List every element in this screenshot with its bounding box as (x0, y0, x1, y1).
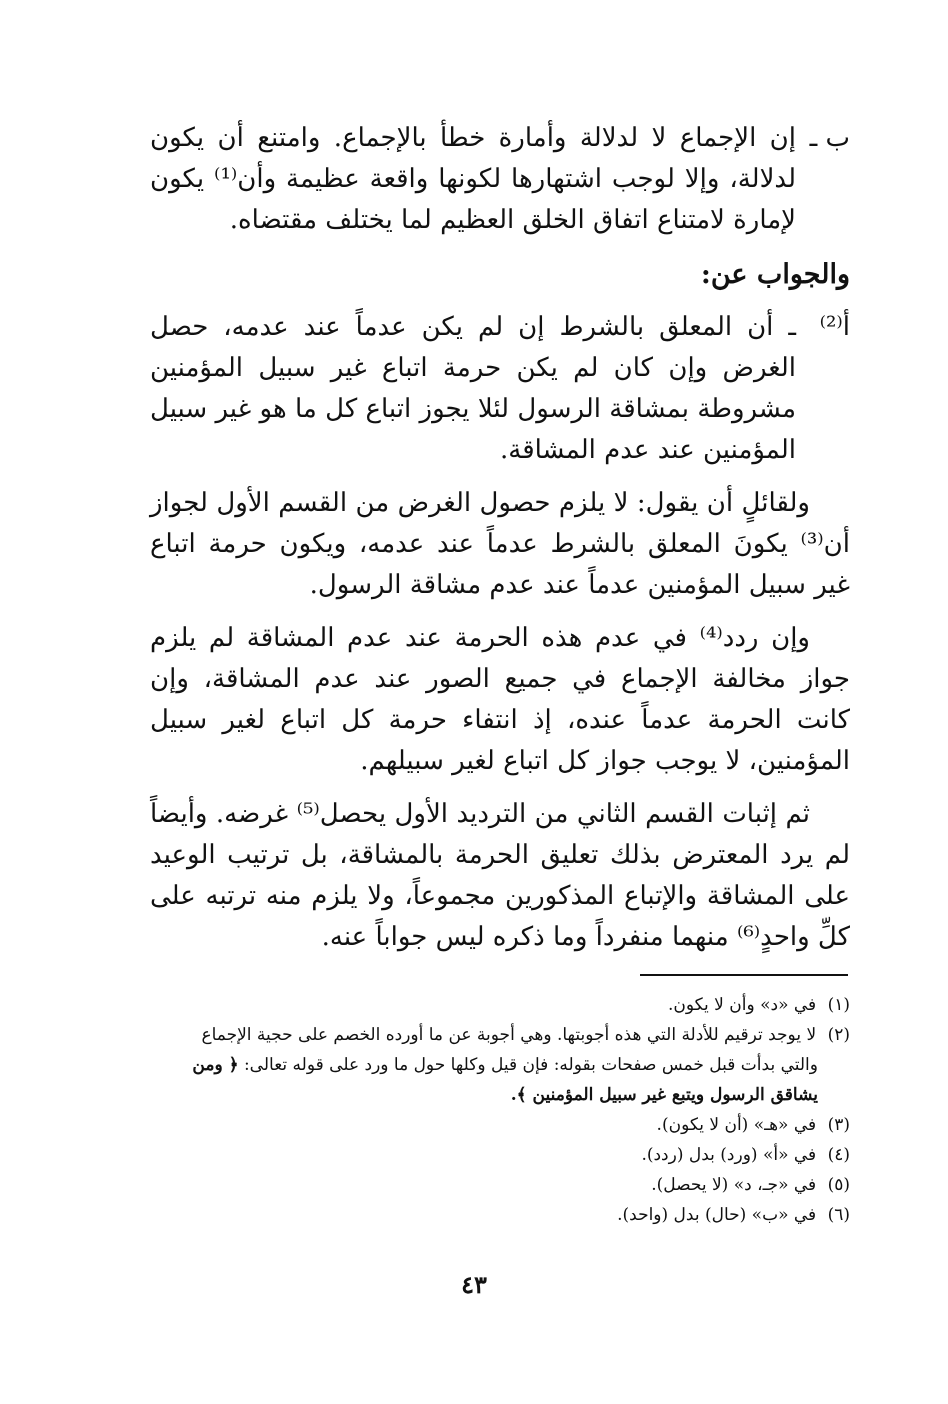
paragraph-b (150, 118, 850, 241)
paragraph-5: ثم إثبات القسم الثاني من الترديد الأول يحصل⁽⁵⁾ غرضه. وأيضاً لم يرد المعترض بذلك تعليق الحرمة بالمشاقة، بل ترتيب الوعيد على المشاقة والإتباع المذكورين مجموعاً، ولا يلزم منه ترتبه على كلِّ واحدٍ⁽⁶⁾ منهما منفرداً وما ذكره ليس جواباً عنه. (150, 799, 850, 952)
footnote-number: (٥) (827, 1175, 850, 1195)
footnote-number: (٣) (827, 1115, 850, 1135)
quran-verse: ﴿ ومن يشاقق الرسول ويتبع غير سبيل المؤمنين ﴾. (192, 1055, 818, 1105)
footnote-text: لا يوجد ترقيم للأدلة التي هذه أجوبتها. وهي أجوبة عن ما أورده الخصم على حجية الإجماع (201, 1025, 817, 1045)
footnote-4 (150, 1140, 850, 1170)
footnote-text: في «د» وأن لا يكون. (667, 995, 817, 1015)
footnote-number: (٤) (827, 1145, 850, 1165)
paragraph-b-marker: ب ـ (809, 123, 850, 153)
footnote-text: والتي بدأت قبل خمس صفحات بقوله: فإن قيل وكلها حول ما ورد على قوله تعالى: (243, 1055, 818, 1075)
footnote-text: في «هـ» (أن لا يكون). (656, 1115, 817, 1135)
footnote-5 (150, 1170, 850, 1200)
footnote-2 (150, 1020, 850, 1050)
paragraph-a-text: ـ أن المعلق بالشرط إن لم يكن عدماً عند عدمه، حصل الغرض وإن كان لم يكن حرمة اتباع غير سبيل المؤمنين مشروطة بمشاقة الرسول لئلا يجوز اتباع كل ما هو غير سبيل المؤمنين عند عدم المشاقة. (150, 312, 796, 465)
paragraph-a (150, 307, 850, 471)
footnotes (150, 990, 850, 1230)
footnote-divider (640, 974, 848, 976)
answer-heading: والجواب عن: (700, 259, 850, 290)
footnote-2-continuation (150, 1050, 850, 1110)
paragraph-4: وإن ردد⁽⁴⁾ في عدم هذه الحرمة عند عدم المشاقة لم يلزم جواز مخالفة الإجماع في جميع الصور عند عدم المشاقة، وإن كانت الحرمة عدماً عنده، إذ انتفاء حرمة كل اتباع لغير سبيل المؤمنين، لا يوجب جواز كل اتباع لغير سبيلهم. (150, 623, 850, 776)
paragraph-a-marker: أ⁽²⁾ (819, 312, 850, 342)
paragraph-3: ولقائلٍ أن يقول: لا يلزم حصول الغرض من القسم الأول لجواز أن⁽³⁾ يكونَ المعلق بالشرط عدماً عند عدمه، ويكون حرمة اتباع غير سبيل المؤمنين عدماً عند عدم مشاقة الرسول. (150, 488, 850, 600)
footnote-1 (150, 990, 850, 1020)
page-number: ٤٣ (461, 1270, 487, 1299)
main-text (150, 118, 850, 970)
footnote-number: (٢) (827, 1025, 850, 1045)
paragraph-b-text: إن الإجماع لا لدلالة وأمارة خطأ بالإجماع. وامتنع أن يكون لدلالة، وإلا لوجب اشتهارها لكونها واقعة عظيمة وأن⁽¹⁾ يكون لإمارة لامتناع اتفاق الخلق العظيم لما يختلف مقتضاه. (150, 123, 796, 235)
footnote-text: في «أ» (ورد) بدل (ردد). (641, 1145, 817, 1165)
footnote-text: في «جـ، د» (لا يحصل). (651, 1175, 817, 1195)
footnote-text: في «ب» (حال) بدل (واحد). (617, 1205, 817, 1225)
footnote-number: (١) (827, 995, 850, 1015)
footnote-number: (٦) (827, 1205, 850, 1225)
footnote-6 (150, 1200, 850, 1230)
footnote-3 (150, 1110, 850, 1140)
